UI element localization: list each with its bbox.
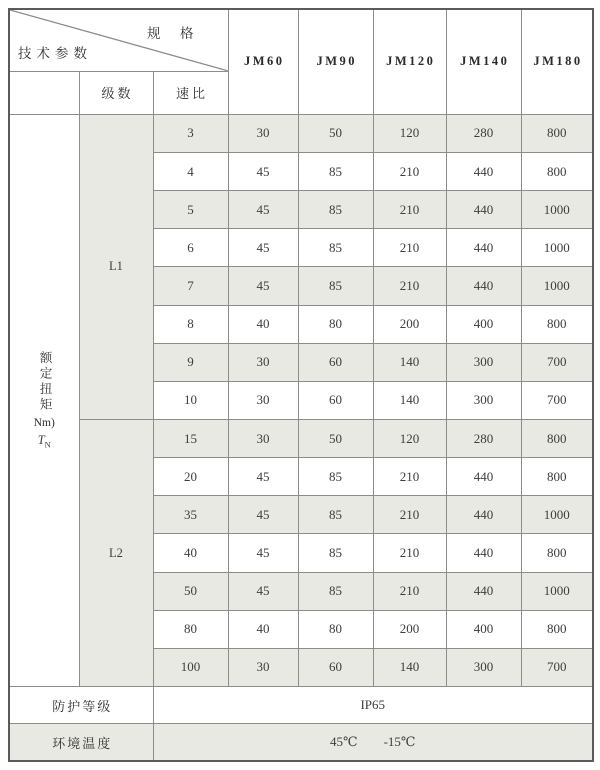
value-cell-jm180: 700 xyxy=(521,343,593,381)
torque-label-cn: 额定扭矩 xyxy=(38,351,53,414)
torque-unit: Nm) xyxy=(33,417,55,430)
value-cell-jm60: 45 xyxy=(228,229,298,267)
value-cell-jm60: 45 xyxy=(228,153,298,191)
value-cell-jm60: 30 xyxy=(228,420,298,458)
temp-high: 45℃ xyxy=(330,734,358,750)
model-header-jm90: JM90 xyxy=(298,9,373,114)
stage-cell-l2: L2 xyxy=(79,420,153,687)
value-cell-jm180: 1000 xyxy=(521,267,593,305)
value-cell-jm140: 300 xyxy=(446,381,521,419)
value-cell-jm140: 400 xyxy=(446,305,521,343)
value-cell-jm90: 85 xyxy=(298,458,373,496)
value-cell-jm180: 800 xyxy=(521,305,593,343)
protection-label: 防护等级 xyxy=(9,687,153,724)
ratio-cell: 8 xyxy=(153,305,228,343)
value-cell-jm180: 800 xyxy=(521,153,593,191)
value-cell-jm90: 50 xyxy=(298,114,373,152)
value-cell-jm140: 440 xyxy=(446,458,521,496)
value-cell-jm60: 45 xyxy=(228,458,298,496)
value-cell-jm120: 140 xyxy=(373,343,446,381)
value-cell-jm90: 85 xyxy=(298,534,373,572)
value-cell-jm60: 45 xyxy=(228,534,298,572)
value-cell-jm140: 440 xyxy=(446,496,521,534)
value-cell-jm140: 280 xyxy=(446,114,521,152)
temperature-row xyxy=(9,724,593,761)
model-header-jm60: JM60 xyxy=(228,9,298,114)
value-cell-jm120: 200 xyxy=(373,305,446,343)
value-cell-jm140: 440 xyxy=(446,534,521,572)
stage-cell-l1: L1 xyxy=(79,114,153,419)
ratio-cell: 100 xyxy=(153,648,228,686)
value-cell-jm140: 440 xyxy=(446,153,521,191)
value-cell-jm180: 800 xyxy=(521,458,593,496)
model-header-jm120: JM120 xyxy=(373,9,446,114)
ratio-cell: 4 xyxy=(153,153,228,191)
data-row-ratio-15 xyxy=(9,420,593,458)
data-row-ratio-3 xyxy=(9,114,593,152)
value-cell-jm60: 40 xyxy=(228,610,298,648)
value-cell-jm120: 120 xyxy=(373,420,446,458)
value-cell-jm90: 80 xyxy=(298,610,373,648)
ratio-cell: 7 xyxy=(153,267,228,305)
value-cell-jm120: 210 xyxy=(373,229,446,267)
value-cell-jm90: 85 xyxy=(298,153,373,191)
temperature-value xyxy=(153,724,593,761)
value-cell-jm60: 30 xyxy=(228,114,298,152)
value-cell-jm120: 200 xyxy=(373,610,446,648)
ratio-cell: 20 xyxy=(153,458,228,496)
value-cell-jm60: 45 xyxy=(228,572,298,610)
value-cell-jm140: 440 xyxy=(446,191,521,229)
value-cell-jm60: 30 xyxy=(228,343,298,381)
value-cell-jm140: 400 xyxy=(446,610,521,648)
value-cell-jm120: 140 xyxy=(373,648,446,686)
value-cell-jm120: 210 xyxy=(373,458,446,496)
value-cell-jm60: 30 xyxy=(228,381,298,419)
temp-low: -15℃ xyxy=(383,734,416,750)
corner-cell xyxy=(9,9,228,71)
value-cell-jm60: 45 xyxy=(228,496,298,534)
value-cell-jm140: 300 xyxy=(446,648,521,686)
value-cell-jm120: 210 xyxy=(373,191,446,229)
value-cell-jm60: 45 xyxy=(228,191,298,229)
value-cell-jm90: 85 xyxy=(298,572,373,610)
blank-cell xyxy=(9,71,79,114)
ratio-cell: 9 xyxy=(153,343,228,381)
ratio-cell: 10 xyxy=(153,381,228,419)
torque-symbol: $T_N$ xyxy=(37,433,51,450)
corner-label-spec: 规 格 xyxy=(147,26,202,41)
ratio-cell: 5 xyxy=(153,191,228,229)
value-cell-jm90: 60 xyxy=(298,381,373,419)
value-cell-jm140: 280 xyxy=(446,420,521,458)
value-cell-jm90: 60 xyxy=(298,343,373,381)
value-cell-jm120: 120 xyxy=(373,114,446,152)
ratio-cell: 3 xyxy=(153,114,228,152)
protection-value: IP65 xyxy=(153,687,593,724)
ratio-cell: 35 xyxy=(153,496,228,534)
value-cell-jm180: 800 xyxy=(521,610,593,648)
header-row-1 xyxy=(9,9,593,71)
rated-torque-cell xyxy=(9,114,79,686)
spec-table xyxy=(8,8,594,762)
ratio-cell: 80 xyxy=(153,610,228,648)
value-cell-jm90: 50 xyxy=(298,420,373,458)
temperature-label: 环境温度 xyxy=(9,724,153,761)
value-cell-jm180: 700 xyxy=(521,648,593,686)
value-cell-jm120: 140 xyxy=(373,381,446,419)
value-cell-jm60: 40 xyxy=(228,305,298,343)
value-cell-jm90: 80 xyxy=(298,305,373,343)
value-cell-jm120: 210 xyxy=(373,153,446,191)
value-cell-jm180: 700 xyxy=(521,381,593,419)
value-cell-jm90: 60 xyxy=(298,648,373,686)
value-cell-jm90: 85 xyxy=(298,496,373,534)
value-cell-jm140: 440 xyxy=(446,267,521,305)
ratio-cell: 6 xyxy=(153,229,228,267)
ratio-cell: 15 xyxy=(153,420,228,458)
value-cell-jm180: 1000 xyxy=(521,229,593,267)
value-cell-jm180: 800 xyxy=(521,420,593,458)
value-cell-jm180: 1000 xyxy=(521,496,593,534)
value-cell-jm120: 210 xyxy=(373,496,446,534)
value-cell-jm90: 85 xyxy=(298,229,373,267)
value-cell-jm180: 800 xyxy=(521,114,593,152)
value-cell-jm180: 800 xyxy=(521,534,593,572)
value-cell-jm140: 440 xyxy=(446,572,521,610)
corner-label-params: 技术参数 xyxy=(18,45,92,61)
model-header-jm180: JM180 xyxy=(521,9,593,114)
value-cell-jm60: 45 xyxy=(228,267,298,305)
rated-torque-label xyxy=(10,115,79,686)
ratio-cell: 40 xyxy=(153,534,228,572)
value-cell-jm60: 30 xyxy=(228,648,298,686)
value-cell-jm180: 1000 xyxy=(521,191,593,229)
model-header-jm140: JM140 xyxy=(446,9,521,114)
ratio-header: 速比 xyxy=(153,71,228,114)
value-cell-jm90: 85 xyxy=(298,191,373,229)
stage-header: 级数 xyxy=(79,71,153,114)
value-cell-jm90: 85 xyxy=(298,267,373,305)
protection-row xyxy=(9,687,593,724)
value-cell-jm140: 300 xyxy=(446,343,521,381)
value-cell-jm120: 210 xyxy=(373,572,446,610)
value-cell-jm180: 1000 xyxy=(521,572,593,610)
value-cell-jm120: 210 xyxy=(373,267,446,305)
ratio-cell: 50 xyxy=(153,572,228,610)
value-cell-jm140: 440 xyxy=(446,229,521,267)
value-cell-jm120: 210 xyxy=(373,534,446,572)
